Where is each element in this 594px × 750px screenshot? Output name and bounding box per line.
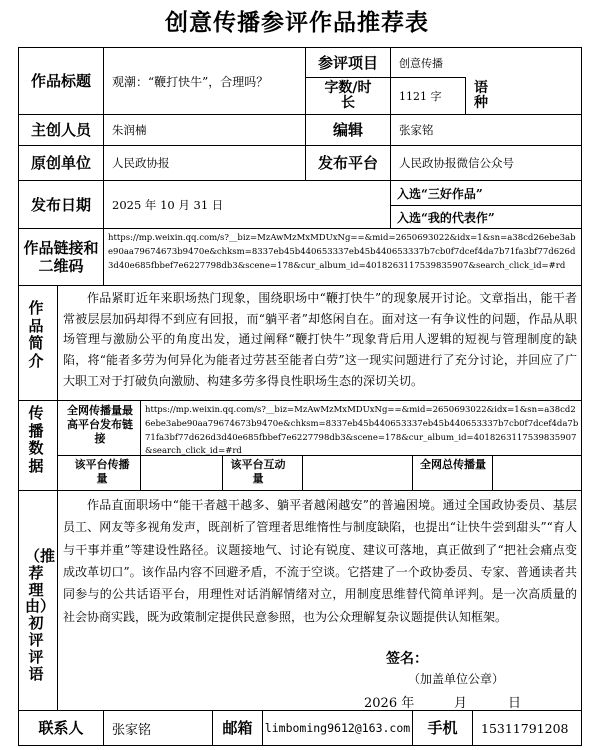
publish-date-value: 2025 年 10 月 31 日 <box>112 197 224 212</box>
label-top-platform-link: 全网传播量最高平台发布链接 <box>67 404 133 445</box>
seal-note: （加盖单位公章） <box>408 672 505 686</box>
label-total-spread: 全网总传播量 <box>420 458 486 471</box>
label-contact: 联系人 <box>38 719 84 737</box>
label-platform-interactions: 该平台互动量 <box>230 458 286 485</box>
label-editor: 编辑 <box>332 121 363 139</box>
category-value: 创意传播 <box>399 56 443 70</box>
label-publish-platform: 发布平台 <box>317 154 378 172</box>
label-summary: 作品简介 <box>28 299 44 371</box>
contact-value: 张家铭 <box>112 722 152 738</box>
origin-unit-value: 人民政协报 <box>112 156 170 170</box>
label-publish-date: 发布日期 <box>30 195 91 214</box>
platform-views-value <box>141 456 222 490</box>
label-creators: 主创人员 <box>30 121 91 139</box>
date-year: 2026 年 <box>364 696 415 711</box>
label-spread-data: 传播数据 <box>28 404 44 476</box>
selection-my-representative-work: 入选“我的代表作” <box>397 210 495 225</box>
signature-label: 签名： <box>386 651 428 667</box>
total-spread-value <box>493 456 581 490</box>
label-work-link: 作品链接和二维码 <box>23 239 99 275</box>
label-category: 参评项目 <box>317 53 378 72</box>
publish-platform-value: 人民政协报微信公众号 <box>399 156 514 170</box>
work-link-value[interactable]: https://mp.weixin.qq.com/s?__biz=MzAwMzMxMDUxNg==&mid=2650693022&idx=1&sn=a38cd26ebe3abe90aa79674673b9470e&chksm=8337eb45b440653337eb45b440653337b7cb0f7dcef4da7b71fa3bf77d626d3d40e685fbbef7e6227798db3&scene=178&cur_album_id=4018263117539835907&search_click_id=#rd <box>108 233 576 271</box>
word-count-value: 1121 字 <box>399 90 442 103</box>
date-day: 日 <box>508 696 522 711</box>
page-title: 创意传播参评作品推荐表 <box>165 10 429 36</box>
label-review-comments: （推荐理由）初评评语 <box>25 547 56 683</box>
review-text: 作品直面职场中“能干者越干越多、躺平者越闲越安”的普遍困境。通过全国政协委员、基层员工、网友等多视角发声，既剖析了管理者思维惰性与制度缺陷，也提出“让快牛尝到甜头”“育人与干事并重”等建设性路径。议题接地气、讨论有锐度、建议可落地，真正做到了“把社会痛点变成改革切口”。该作品内容不回避矛盾，不流于空谈。它搭建了一个政协委员、专家、普通读者共同参与的公共话语平台，用理性对话消解情绪对立，用制度思维替代简单评判。是一次高质量的社会协商实践，既为政策制定提供民意参照，也为公众理解复杂议题提供认知框架。 <box>63 498 577 624</box>
label-word-count-duration: 字数/时长 <box>324 79 372 111</box>
selection-three-good-works: 入选“三好作品” <box>397 186 483 201</box>
platform-interactions-value <box>303 456 412 490</box>
label-platform-views: 该平台传播量 <box>74 458 130 485</box>
date-month: 月 <box>454 696 468 711</box>
spread-link-value[interactable]: https://mp.weixin.qq.com/s?__biz=MzAwMzMxMDUxNg==&mid=2650693022&idx=1&sn=a38cd26ebe3abe90aa79674673b9470e&chksm=8337eb45b440653337eb45b440653337b7cb0f7dcef4da7b71fa3bf77d626d3d40e685fbbef7e6227798db3&scene=178&cur_album_id=4018263117539835907&search_click_id=#rd <box>145 405 579 457</box>
label-language: 语种 <box>474 79 488 111</box>
phone-value: 15311791208 <box>481 720 569 736</box>
label-origin-unit: 原创单位 <box>30 154 91 172</box>
editor-value: 张家铭 <box>399 123 434 137</box>
work-title-value: 观潮：“鞭打快牛”，合理吗？ <box>112 74 269 89</box>
label-email: 邮箱 <box>222 719 253 737</box>
creators-value: 朱润楠 <box>112 123 147 137</box>
email-value[interactable]: limboming9612@163.com <box>264 721 411 735</box>
summary-text: 作品紧盯近年来职场热门现象，围绕职场中“鞭打快牛”的现象展开讨论。文章指出，能干者常被层层加码却得不到应有回报，而“躺平者”却悠闲自在。面对这一有争议性的问题，作品从职场管理与激励公平的角度出发，通过阐释“鞭打快牛”现象背后用人逻辑的短视与管理制度的缺陷，将“能者多劳为何异化为能者过劳甚至能者白劳”这一现实问题进行了充分讨论，并回应了广大职工对于打破负向激励、构建多劳多得良性职场生态的深切关切。 <box>63 291 577 388</box>
label-phone: 手机 <box>427 719 458 737</box>
label-work-title: 作品标题 <box>30 72 91 90</box>
